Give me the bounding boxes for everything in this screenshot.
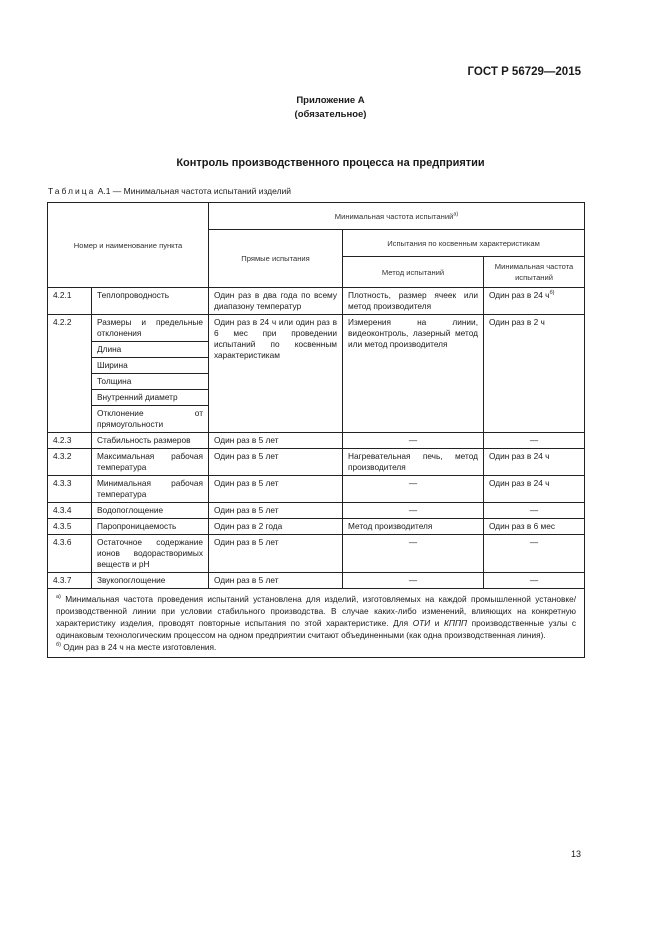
row-name: Минимальная рабочая температура [92, 476, 209, 503]
standard-number: ГОСТ Р 56729—2015 [467, 66, 581, 78]
row-number: 4.2.2 [48, 315, 92, 433]
table-row [48, 449, 585, 476]
header-method: Метод испытаний [343, 257, 484, 288]
table-row [48, 315, 585, 342]
row-name: Звукопоглощение [92, 573, 209, 589]
annex-title: Приложение А [296, 95, 365, 106]
header-item: Номер и наименование пункта [48, 203, 209, 288]
table-caption-word: Таблица [48, 186, 96, 196]
annex-block [0, 94, 661, 122]
row-frequency: Один раз в 2 ч [484, 315, 585, 433]
row-name: Максимальная рабочая температура [92, 449, 209, 476]
footnotes-row [48, 589, 585, 658]
table-caption-text: А.1 — Минимальная частота испытаний изделий [95, 186, 292, 196]
footnote-a-text-3: производственные узлы с одинаковым технологическим процессом на одном предприятии считают объединенными (как одна производственная линия). [56, 618, 577, 640]
table-row [48, 519, 585, 535]
row-method: — [343, 573, 484, 589]
row-name: Теплопроводность [92, 288, 209, 315]
row-direct: Один раз в 5 лет [209, 573, 343, 589]
row-subitem: Ширина [92, 358, 209, 374]
row-direct: Один раз в 5 лет [209, 433, 343, 449]
row-number: 4.3.7 [48, 573, 92, 589]
row-number: 4.3.3 [48, 476, 92, 503]
footnote-b-mark: б) [56, 642, 61, 649]
row-subitem: Внутренний диаметр [92, 390, 209, 406]
row-frequency: — [484, 503, 585, 519]
row-number: 4.3.4 [48, 503, 92, 519]
row-number: 4.2.1 [48, 288, 92, 315]
row-subitem: Длина [92, 342, 209, 358]
row-frequency: — [484, 535, 585, 573]
table-row [48, 503, 585, 519]
row-method: Плотность, размер ячеек или метод производителя [343, 288, 484, 315]
row-subitem: Отклонение от прямоугольности [92, 406, 209, 433]
row-direct: Один раз в 24 ч или один раз в 6 мес при проведении испытаний по косвенным характеристикам [209, 315, 343, 433]
footnote-ref-a: а) [453, 210, 459, 217]
annex-status: (обязательное) [294, 109, 367, 120]
header-min-freq-short: Минимальная частота испытаний [484, 257, 585, 288]
section-heading: Контроль производственного процесса на предприятии [176, 157, 485, 169]
row-number: 4.3.2 [48, 449, 92, 476]
row-name: Остаточное содержание ионов водорастворимых веществ и pH [92, 535, 209, 573]
footnote-a-oti: ОТИ [412, 618, 431, 628]
footnote-ref-b: б) [549, 290, 555, 297]
row-direct: Один раз в 5 лет [209, 503, 343, 519]
header-min-freq [209, 203, 585, 230]
footnote-b [56, 641, 576, 653]
row-name: Паропроницаемость [92, 519, 209, 535]
row-subitem: Толщина [92, 374, 209, 390]
row-method: — [343, 476, 484, 503]
table-row [48, 476, 585, 503]
footnote-b-text: Один раз в 24 ч на месте изготовления. [60, 642, 217, 652]
row-frequency [484, 288, 585, 315]
table-row [48, 433, 585, 449]
row-direct: Один раз в два года по всему диапазону температур [209, 288, 343, 315]
page-number: 13 [570, 849, 581, 859]
row-frequency: Один раз в 6 мес [484, 519, 585, 535]
table-row [48, 535, 585, 573]
row-method: Метод производителя [343, 519, 484, 535]
row-frequency: — [484, 433, 585, 449]
header-min-freq-text: Минимальная частота испытаний [334, 211, 454, 221]
frequency-table [47, 202, 585, 658]
table-row [48, 288, 585, 315]
row-direct: Один раз в 5 лет [209, 535, 343, 573]
footnote-a [56, 593, 576, 641]
row-direct: Один раз в 5 лет [209, 476, 343, 503]
row-frequency: Один раз в 24 ч [484, 476, 585, 503]
footnote-a-text-1: Минимальная частота проведения испытаний установлена для изделий, изготовляемых на каждой промышленной установке/производственной линии при условии стабильного производства. В случае каких-либо изменений, влияющих на конкретную характеристику изделия, проводят повторные испытания по этой характеристике. Для [56, 594, 577, 628]
row-number: 4.3.5 [48, 519, 92, 535]
row-direct: Один раз в 5 лет [209, 449, 343, 476]
row-method: — [343, 535, 484, 573]
row-name: Стабильность размеров [92, 433, 209, 449]
row-number: 4.3.6 [48, 535, 92, 573]
row-direct: Один раз в 2 года [209, 519, 343, 535]
row-frequency-text: Один раз в 24 ч [489, 290, 550, 300]
footnote-a-kppp: КППП [444, 618, 467, 628]
row-frequency: Один раз в 24 ч [484, 449, 585, 476]
header-direct: Прямые испытания [209, 230, 343, 288]
row-method: — [343, 503, 484, 519]
row-method: Нагревательная печь, метод производителя [343, 449, 484, 476]
table-row [48, 573, 585, 589]
table-footnotes [48, 589, 585, 658]
row-name: Размеры и предельные отклонения [92, 315, 209, 342]
row-number: 4.2.3 [48, 433, 92, 449]
table-caption [48, 186, 291, 196]
header-indirect: Испытания по косвенным характеристикам [343, 230, 585, 257]
footnote-a-text-2: и [430, 618, 445, 628]
header-row-1 [48, 203, 585, 230]
row-method: Измерения на линии, видеоконтроль, лазерный метод или метод производителя [343, 315, 484, 433]
row-frequency: — [484, 573, 585, 589]
row-method: — [343, 433, 484, 449]
row-name: Водопоглощение [92, 503, 209, 519]
footnote-a-mark: а) [56, 594, 61, 601]
